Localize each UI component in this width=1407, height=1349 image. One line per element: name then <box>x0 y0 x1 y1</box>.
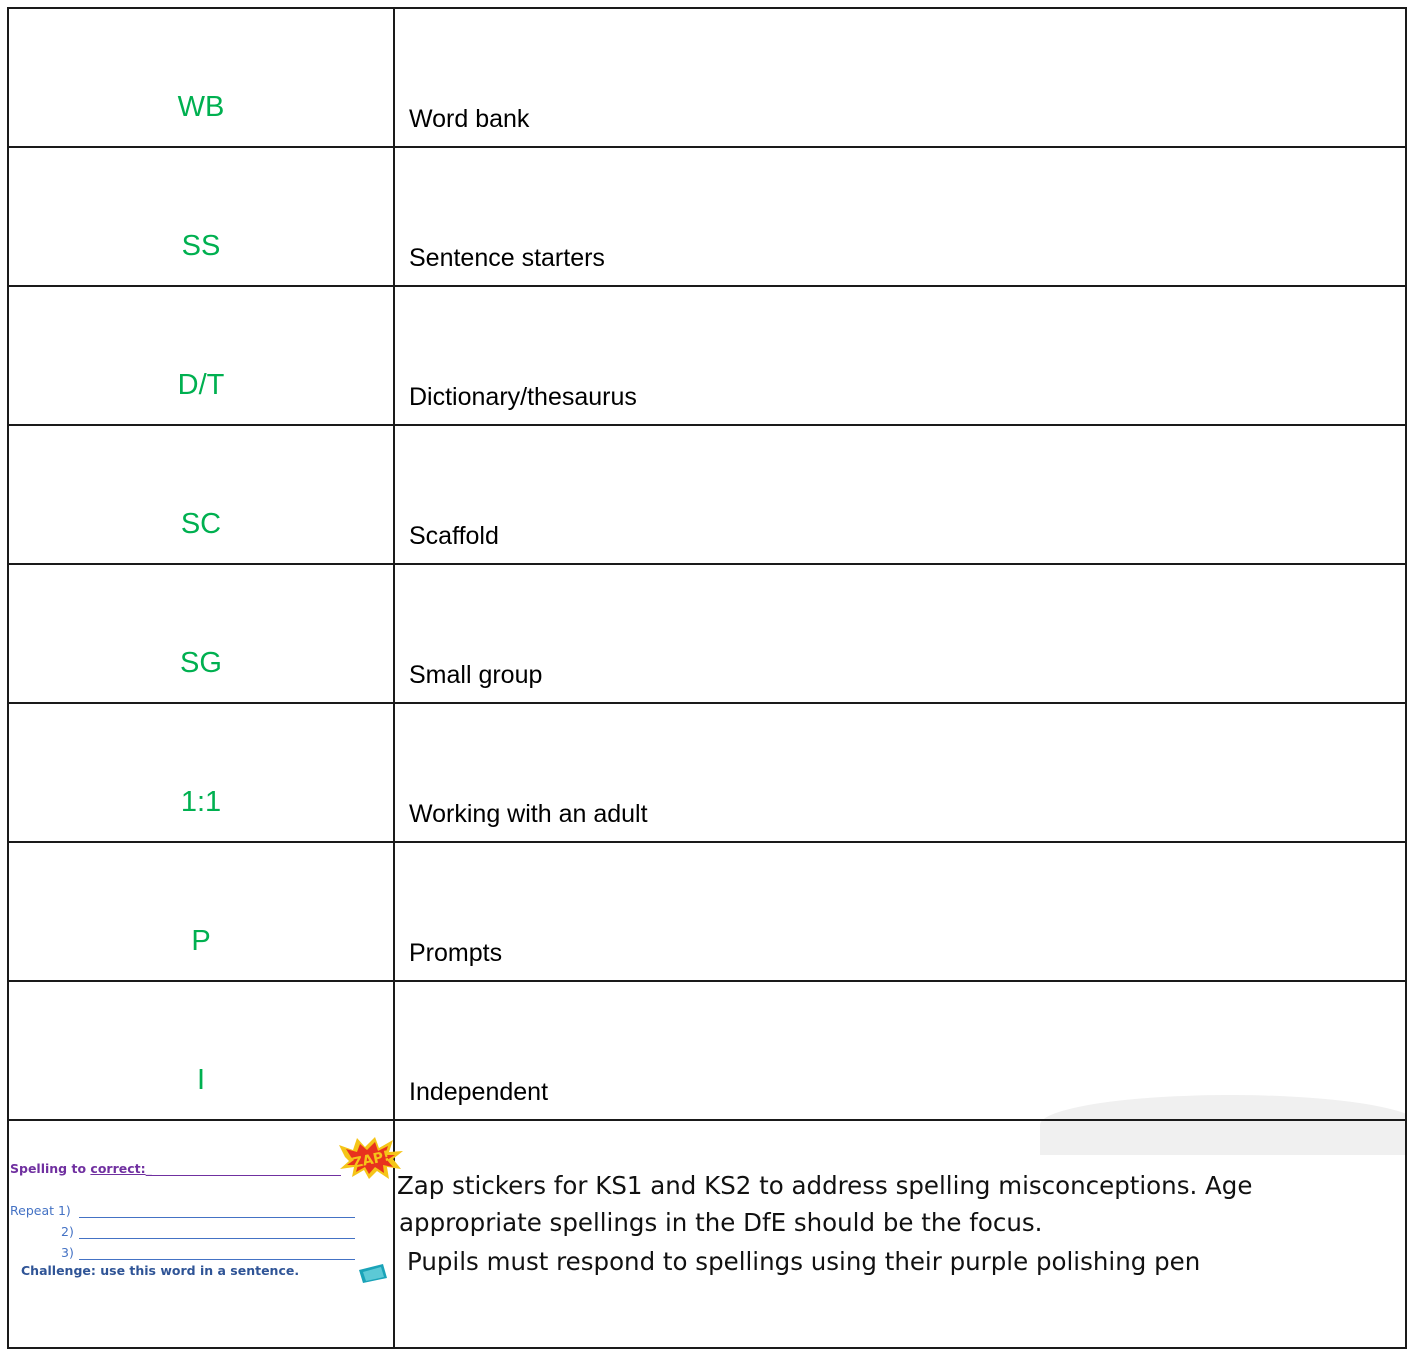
table-row <box>8 286 1406 425</box>
zap-description-line: Pupils must respond to spellings using their purple polishing pen <box>407 1247 1201 1276</box>
sticker-title-underlined: correct: <box>90 1161 146 1176</box>
table-row <box>8 564 1406 703</box>
support-key-table <box>7 7 1407 1349</box>
school-logo-icon <box>357 1262 389 1284</box>
code-cell: SG <box>8 564 394 703</box>
description-cell: Independent <box>394 981 1406 1120</box>
description-cell: Sentence starters <box>394 147 1406 286</box>
code-cell: SC <box>8 425 394 564</box>
sticker-repeat-1-line <box>79 1217 355 1218</box>
description-cell: Scaffold <box>394 425 1406 564</box>
code-cell: P <box>8 842 394 981</box>
table-row <box>8 8 1406 147</box>
table-row <box>8 981 1406 1120</box>
zap-sticker-cell <box>8 1120 394 1348</box>
zap-description-line: Zap stickers for KS1 and KS2 to address spelling misconceptions. Age <box>397 1171 1253 1200</box>
sticker-title-prefix: Spelling to <box>10 1161 91 1176</box>
sticker-challenge: Challenge: use this word in a sentence. <box>21 1263 300 1278</box>
code-cell: 1:1 <box>8 703 394 842</box>
description-cell: Prompts <box>394 842 1406 981</box>
table-row <box>8 147 1406 286</box>
sticker-repeat-2-line <box>79 1238 355 1239</box>
code-cell: WB <box>8 8 394 147</box>
zap-burst-icon <box>337 1137 403 1179</box>
sticker-repeat-1: Repeat 1) <box>10 1203 71 1218</box>
description-cell: Dictionary/thesaurus <box>394 286 1406 425</box>
sticker-repeat-2: 2) <box>61 1224 74 1239</box>
zap-badge-text: ZAP! <box>351 1148 392 1172</box>
table-row <box>8 425 1406 564</box>
table-row <box>8 842 1406 981</box>
code-cell: I <box>8 981 394 1120</box>
zap-description-line: appropriate spellings in the DfE should be the focus. <box>399 1208 1043 1237</box>
description-cell: Small group <box>394 564 1406 703</box>
sticker-title-line <box>151 1175 341 1176</box>
sticker-title <box>10 1161 152 1176</box>
zap-sticker-row <box>8 1120 1406 1348</box>
table-row <box>8 703 1406 842</box>
sticker-title-suffix: _ <box>145 1161 152 1176</box>
sticker-repeat-3: 3) <box>61 1245 74 1260</box>
code-cell: SS <box>8 147 394 286</box>
code-cell: D/T <box>8 286 394 425</box>
description-cell: Working with an adult <box>394 703 1406 842</box>
sticker-repeat-3-line <box>79 1259 355 1260</box>
description-cell: Word bank <box>394 8 1406 147</box>
zap-sticker-image <box>9 1121 395 1301</box>
zap-description-cell <box>394 1120 1406 1348</box>
